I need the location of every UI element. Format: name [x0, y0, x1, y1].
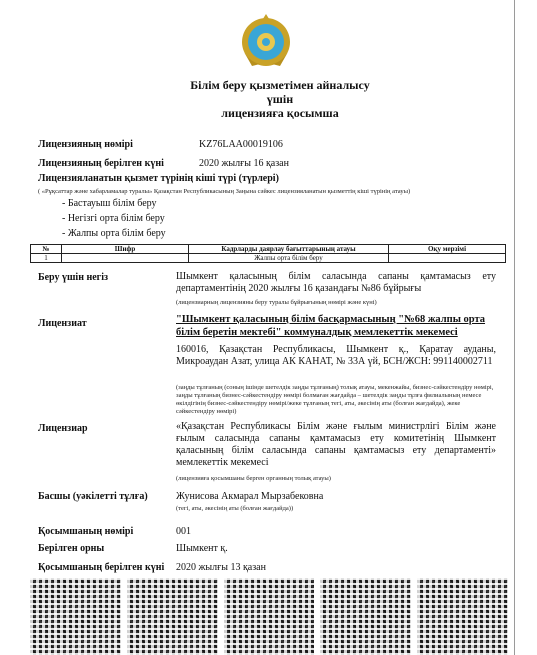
table-header-code: Шифр: [62, 245, 189, 254]
qr-code-icon: [127, 578, 218, 655]
subtype-note: ( «Рұқсаттар және хабарламалар туралы» Қазақстан Республикасының Заңына сәйкес лицензияланатын қызметтің кіші түрінің атауы): [38, 188, 411, 195]
head-note: (тегі, аты, әкесінің аты (болған жағдайда)): [176, 505, 294, 512]
subtype-item-2: - Негізгі орта білім беру: [62, 213, 165, 224]
licensee-note: (заңды тұлғаның (соның ішінде шетелдік заңды тұлғаның) толық атауы, мекенжайы, бизнес-сәйкестендіру нөмірі, заңды тұлғаның бизнес-сәйкестендіру нөмірі болмаған жағдайда – шетелдік заңды тұлға филиалының немесе өкілдігінің бизнес-сәйкестендіру нөмірі/жеке тұлғаның тегі, аты, әкесінің аты (болған жағдайда), жеке сәйкестендіру нөмірі): [176, 384, 494, 415]
appendix-number-label: Қосымшаның нөмірі: [38, 526, 134, 537]
table-header-row: [31, 245, 506, 254]
table-cell: 1: [31, 254, 62, 263]
subtype-item-3: - Жалпы орта білім беру: [62, 228, 166, 239]
table-cell: [62, 254, 189, 263]
license-number-label: Лицензияның нөмірі: [38, 139, 133, 150]
qr-code-icon: [30, 578, 121, 655]
qr-code-icon: [224, 578, 315, 655]
subtype-item-1: - Бастауыш білім беру: [62, 198, 157, 209]
head-value: Жунисова Акмарал Мырзабековна: [176, 491, 324, 502]
qr-code-icon: [320, 578, 411, 655]
table-header-term: Оқу мерзімі: [389, 245, 506, 254]
licensee-label: Лицензиат: [38, 318, 87, 329]
licensor-label: Лицензиар: [38, 423, 88, 434]
state-emblem-icon: [238, 12, 294, 68]
appendix-number-value: 001: [176, 526, 191, 537]
place-value: Шымкент қ.: [176, 543, 228, 554]
table-header-direction: Кадрларды даярлау бағыттарының атауы: [189, 245, 389, 254]
page-edge: [514, 0, 537, 655]
license-number-value: KZ76LAA00019106: [199, 139, 283, 150]
basis-note: (лицензиарның лицензияны беру туралы бұйрығының нөмірі және күні): [176, 299, 377, 306]
issue-date-value: 2020 жылғы 16 қазан: [199, 158, 289, 169]
basis-label: Беру үшін негіз: [38, 272, 108, 283]
table-cell: [389, 254, 506, 263]
basis-value: Шымкент қаласының білім саласында сапаны қамтамасыз ету департаментінің 2020 жылғы 16 қазандағы №86 бұйрығы: [176, 271, 496, 294]
table-cell: Жалпы орта білім беру: [189, 254, 389, 263]
appendix-date-value: 2020 жылғы 13 қазан: [176, 562, 266, 573]
appendix-date-label: Қосымшаның берілген күні: [38, 562, 165, 573]
place-label: Берілген орны: [38, 543, 105, 554]
licensor-value: «Қазақстан Республикасы Білім және ғылым министрлігі Білім және ғылым саласында сапаны қамтамасыз ету комитетінің Шымкент қаласының білім саласында сапаны қамтамасыз ету департаменті» мемлекеттік мекемесі: [176, 421, 496, 468]
licensee-address: 160016, Қазақстан Республикасы, Шымкент қ., Қаратау ауданы, Микроаудан Азат, улица АК КАНАТ, № 33А үй, БСН/ЖСН: 991140002711: [176, 344, 496, 367]
issue-date-label: Лицензияның берілген күні: [38, 158, 164, 169]
qr-code-strip: [30, 578, 508, 655]
subtype-label: Лицензияланатын қызмет түрінің кіші түрі (түрлері): [38, 173, 279, 184]
title-line-2: үшін: [266, 92, 294, 106]
licensee-name: "Шымкент қаласының білім басқармасының "№68 жалпы орта білім беретін мектебі" коммуналдық мемлекеттік мекемесі: [176, 314, 486, 338]
title-line-1: Білім беру қызметімен айналысу: [190, 78, 370, 92]
head-label: Басшы (уәкілетті тұлға): [38, 491, 148, 502]
licensor-note: (лицензияға қосымшаны берген органның толық атауы): [176, 475, 331, 482]
table-header-number: №: [31, 245, 62, 254]
qr-code-icon: [417, 578, 508, 655]
table-row: [31, 254, 506, 263]
title-line-3: лицензияға қосымша: [221, 106, 339, 120]
programs-table: [30, 244, 506, 263]
